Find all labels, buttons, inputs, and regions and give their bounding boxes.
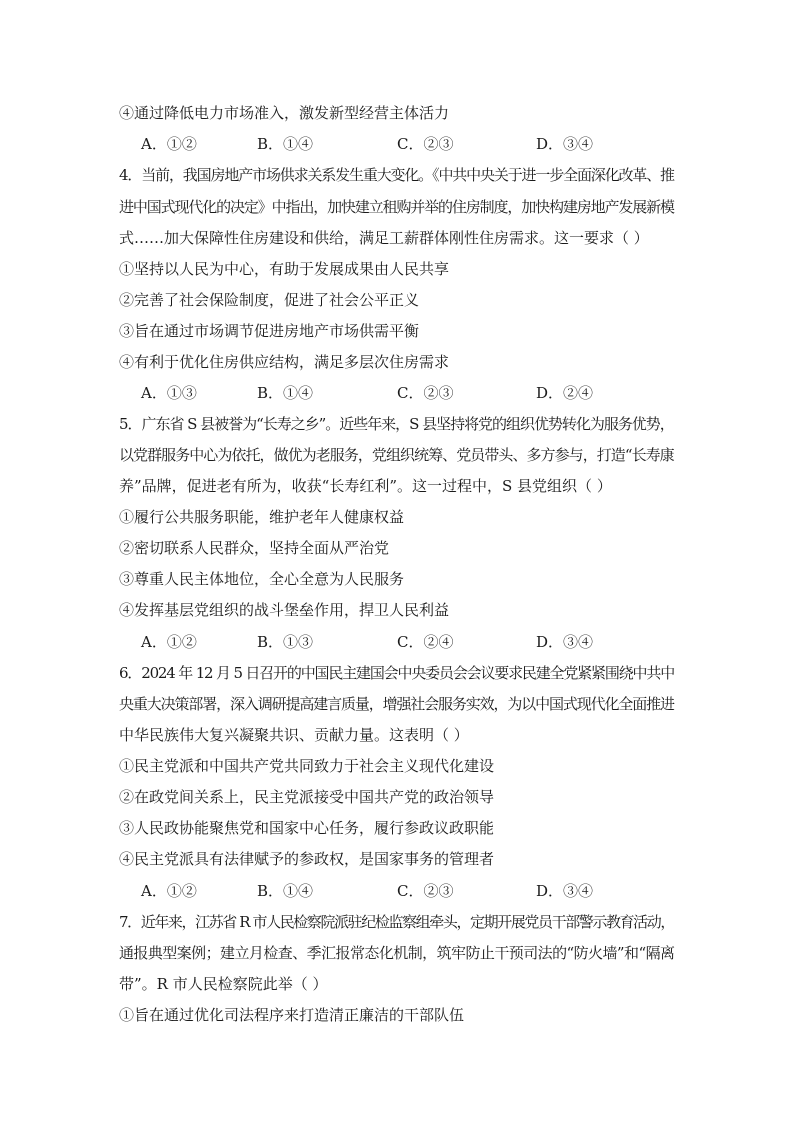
q4-option-d[interactable]: D．②④ xyxy=(536,384,594,402)
q5-option-c[interactable]: C．②④ xyxy=(397,633,454,651)
q3-option-b[interactable]: B．①④ xyxy=(257,135,314,153)
q5-statement-2: ②密切联系人民群众，坚持全面从严治党 xyxy=(119,539,390,557)
q3-statement-4: ④通过降低电力市场准入，激发新型经营主体活力 xyxy=(119,104,450,122)
q5-statement-4: ④发挥基层党组织的战斗堡垒作用，捍卫人民利益 xyxy=(119,601,450,619)
q7-statement-1: ①旨在通过优化司法程序来打造清正廉洁的干部队伍 xyxy=(119,1006,465,1024)
q3-option-a[interactable]: A．①② xyxy=(141,135,197,153)
q6-statement-4: ④民主党派具有法律赋予的参政权，是国家事务的管理者 xyxy=(119,850,495,868)
q4-statement-2: ②完善了社会保险制度，促进了社会公平正义 xyxy=(119,291,420,309)
q4-stem-line-3: 式……加大保障性住房建设和供给，满足工薪群体刚性住房需求。这一要求（ ） xyxy=(119,229,649,247)
q5-option-b[interactable]: B．①③ xyxy=(257,633,314,651)
q6-stem-line-1: 6．2024 年 12 月 5 日召开的中国民主建国会中央委员会会议要求民建全党紧紧围绕中共中 xyxy=(119,664,675,682)
q4-stem-line-2: 进中国式现代化的决定》中指出，加快建立租购并举的住房制度，加快构建房地产发展新模 xyxy=(119,198,674,216)
q6-stem-line-2: 央重大决策部署，深入调研提高建言质量，增强社会服务实效，为以中国式现代化全面推进 xyxy=(119,695,674,713)
q6-statement-1: ①民主党派和中国共产党共同致力于社会主义现代化建设 xyxy=(119,757,495,775)
q5-option-d[interactable]: D．③④ xyxy=(536,633,594,651)
q6-options xyxy=(141,881,641,901)
q6-option-d[interactable]: D．③④ xyxy=(536,882,594,900)
q3-option-c[interactable]: C．②③ xyxy=(397,135,454,153)
q6-statement-3: ③人民政协能聚焦党和国家中心任务，履行参政议政职能 xyxy=(119,819,495,837)
q3-option-d[interactable]: D．③④ xyxy=(536,135,594,153)
q4-option-b[interactable]: B．①④ xyxy=(257,384,314,402)
q5-stem-line-3: 养”品牌，促进老有所为，收获“长寿红利”。这一过程中，S 县党组织（ ） xyxy=(119,477,612,495)
q5-stem-line-2: 以党群服务中心为依托，做优为老服务，党组织统筹、党员带头、多方参与，打造“长寿康 xyxy=(119,446,674,464)
q6-statement-2: ②在政党间关系上，民主党派接受中国共产党的政治领导 xyxy=(119,788,495,806)
q6-stem-line-3: 中华民族伟大复兴凝聚共识、贡献力量。这表明（ ） xyxy=(119,726,469,744)
q4-stem-line-1: 4．当前，我国房地产市场供求关系发生重大变化。《中共中央关于进一步全面深化改革、推 xyxy=(119,166,674,184)
q3-options xyxy=(141,134,641,154)
q6-option-c[interactable]: C．②③ xyxy=(397,882,454,900)
q4-options xyxy=(141,383,641,403)
q6-option-b[interactable]: B．①④ xyxy=(257,882,314,900)
q7-stem-line-3: 带”。R 市人民检察院此举（ ） xyxy=(119,975,328,993)
q7-stem-line-1: 7．近年来，江苏省 R 市人民检察院派驻纪检监察组牵头，定期开展党员干部警示教育活动， xyxy=(119,913,674,931)
q5-statement-3: ③尊重人民主体地位，全心全意为人民服务 xyxy=(119,570,405,588)
q4-option-c[interactable]: C．②③ xyxy=(397,384,454,402)
q6-option-a[interactable]: A．①② xyxy=(141,882,197,900)
q7-stem-line-2: 通报典型案例；建立月检查、季汇报常态化机制，筑牢防止干预司法的“防火墙”和“隔离 xyxy=(119,944,675,962)
q4-statement-3: ③旨在通过市场调节促进房地产市场供需平衡 xyxy=(119,322,420,340)
q5-stem-line-1: 5．广东省 S 县被誉为“长寿之乡”。近些年来，S 县坚持将党的组织优势转化为服务优势， xyxy=(119,415,674,433)
q5-options xyxy=(141,632,641,652)
q5-statement-1: ①履行公共服务职能，维护老年人健康权益 xyxy=(119,508,405,526)
q5-option-a[interactable]: A．①② xyxy=(141,633,197,651)
q4-statement-4: ④有利于优化住房供应结构，满足多层次住房需求 xyxy=(119,353,450,371)
q4-option-a[interactable]: A．①③ xyxy=(141,384,197,402)
q4-statement-1: ①坚持以人民为中心，有助于发展成果由人民共享 xyxy=(119,260,450,278)
